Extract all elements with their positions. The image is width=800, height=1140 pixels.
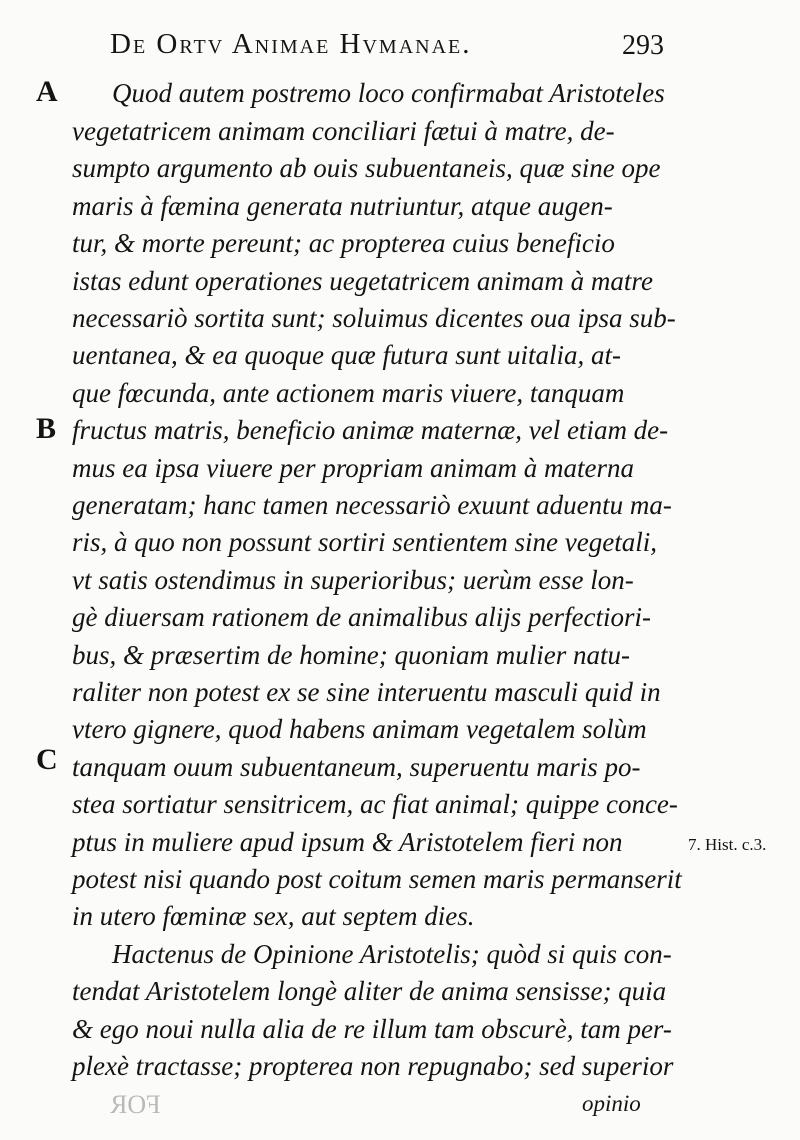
text-line: fructus matris, beneficio animæ maternæ, vel etiam de- [72, 415, 669, 445]
text-line: raliter non potest ex se sine interuentu masculi quid in [72, 677, 661, 707]
running-head: De Ortv Animae Hvmanae. [110, 28, 472, 60]
margin-note: 7. Hist. c.3. [688, 835, 767, 854]
text-line: Quod autem postremo loco confirmabat Aristoteles [112, 78, 665, 108]
catchword: opinio [582, 1091, 641, 1116]
section-marker-b: B [36, 412, 57, 445]
text-line: vegetatricem animam conciliari fætui à matre, de- [72, 116, 615, 146]
section-marker-c: C [36, 743, 58, 776]
text-line: que fœcunda, ante actionem maris viuere, tanquam [72, 378, 625, 408]
text-line: potest nisi quando post coitum semen maris permanserit [72, 864, 682, 894]
text-line: tendat Aristotelem longè aliter de anima sensisse; quia [72, 976, 667, 1006]
text-line: maris à fæmina generata nutriuntur, atque augen- [72, 191, 613, 221]
page-number: 293 [622, 30, 664, 61]
section-marker-a: A [36, 75, 58, 108]
text-line: bus, & præsertim de homine; quoniam mulier natu- [72, 640, 630, 670]
text-line: & ego noui nulla alia de re illum tam obscurè, tam per- [72, 1014, 672, 1044]
text-line: tur, & morte pereunt; ac propterea cuius beneficio [72, 228, 615, 258]
text-line: istas edunt operationes uegetatricem animam à matre [72, 266, 653, 296]
text-line: in utero fœminæ sex, aut septem dies. [72, 901, 475, 931]
text-line: uentanea, & ea quoque quæ futura sunt uitalia, at- [72, 340, 621, 370]
text-line: sumpto argumento ab ouis subuentaneis, quæ sine ope [72, 153, 661, 183]
text-line: necessariò sortita sunt; soluimus dicentes oua ipsa sub- [72, 303, 676, 333]
text-line: vtero gignere, quod habens animam vegetalem solùm [72, 714, 647, 744]
text-line: gè diuersam rationem de animalibus alijs perfectiori- [72, 602, 651, 632]
text-line: ris, à quo non possunt sortiri sentientem sine vegetali, [72, 527, 657, 557]
text-line: ptus in muliere apud ipsum & Aristotelem fieri non [72, 827, 623, 857]
text-line: mus ea ipsa viuere per propriam animam à materna [72, 453, 634, 483]
text-line: tanquam ouum subuentaneum, superuentu maris po- [72, 752, 641, 782]
text-line: stea sortiatur sensitricem, ac fiat animal; quippe conce- [72, 789, 678, 819]
text-line: plexè tractasse; propterea non repugnabo; sed superior [72, 1051, 674, 1081]
paragraph-start-line: Hactenus de Opinione Aristotelis; quòd si quis con- [112, 939, 672, 969]
bleed-through-text: FOR [110, 1090, 161, 1119]
text-line: generatam; hanc tamen necessariò exuunt aduentu ma- [72, 490, 672, 520]
text-line: vt satis ostendimus in superioribus; uerùm esse lon- [72, 565, 634, 595]
